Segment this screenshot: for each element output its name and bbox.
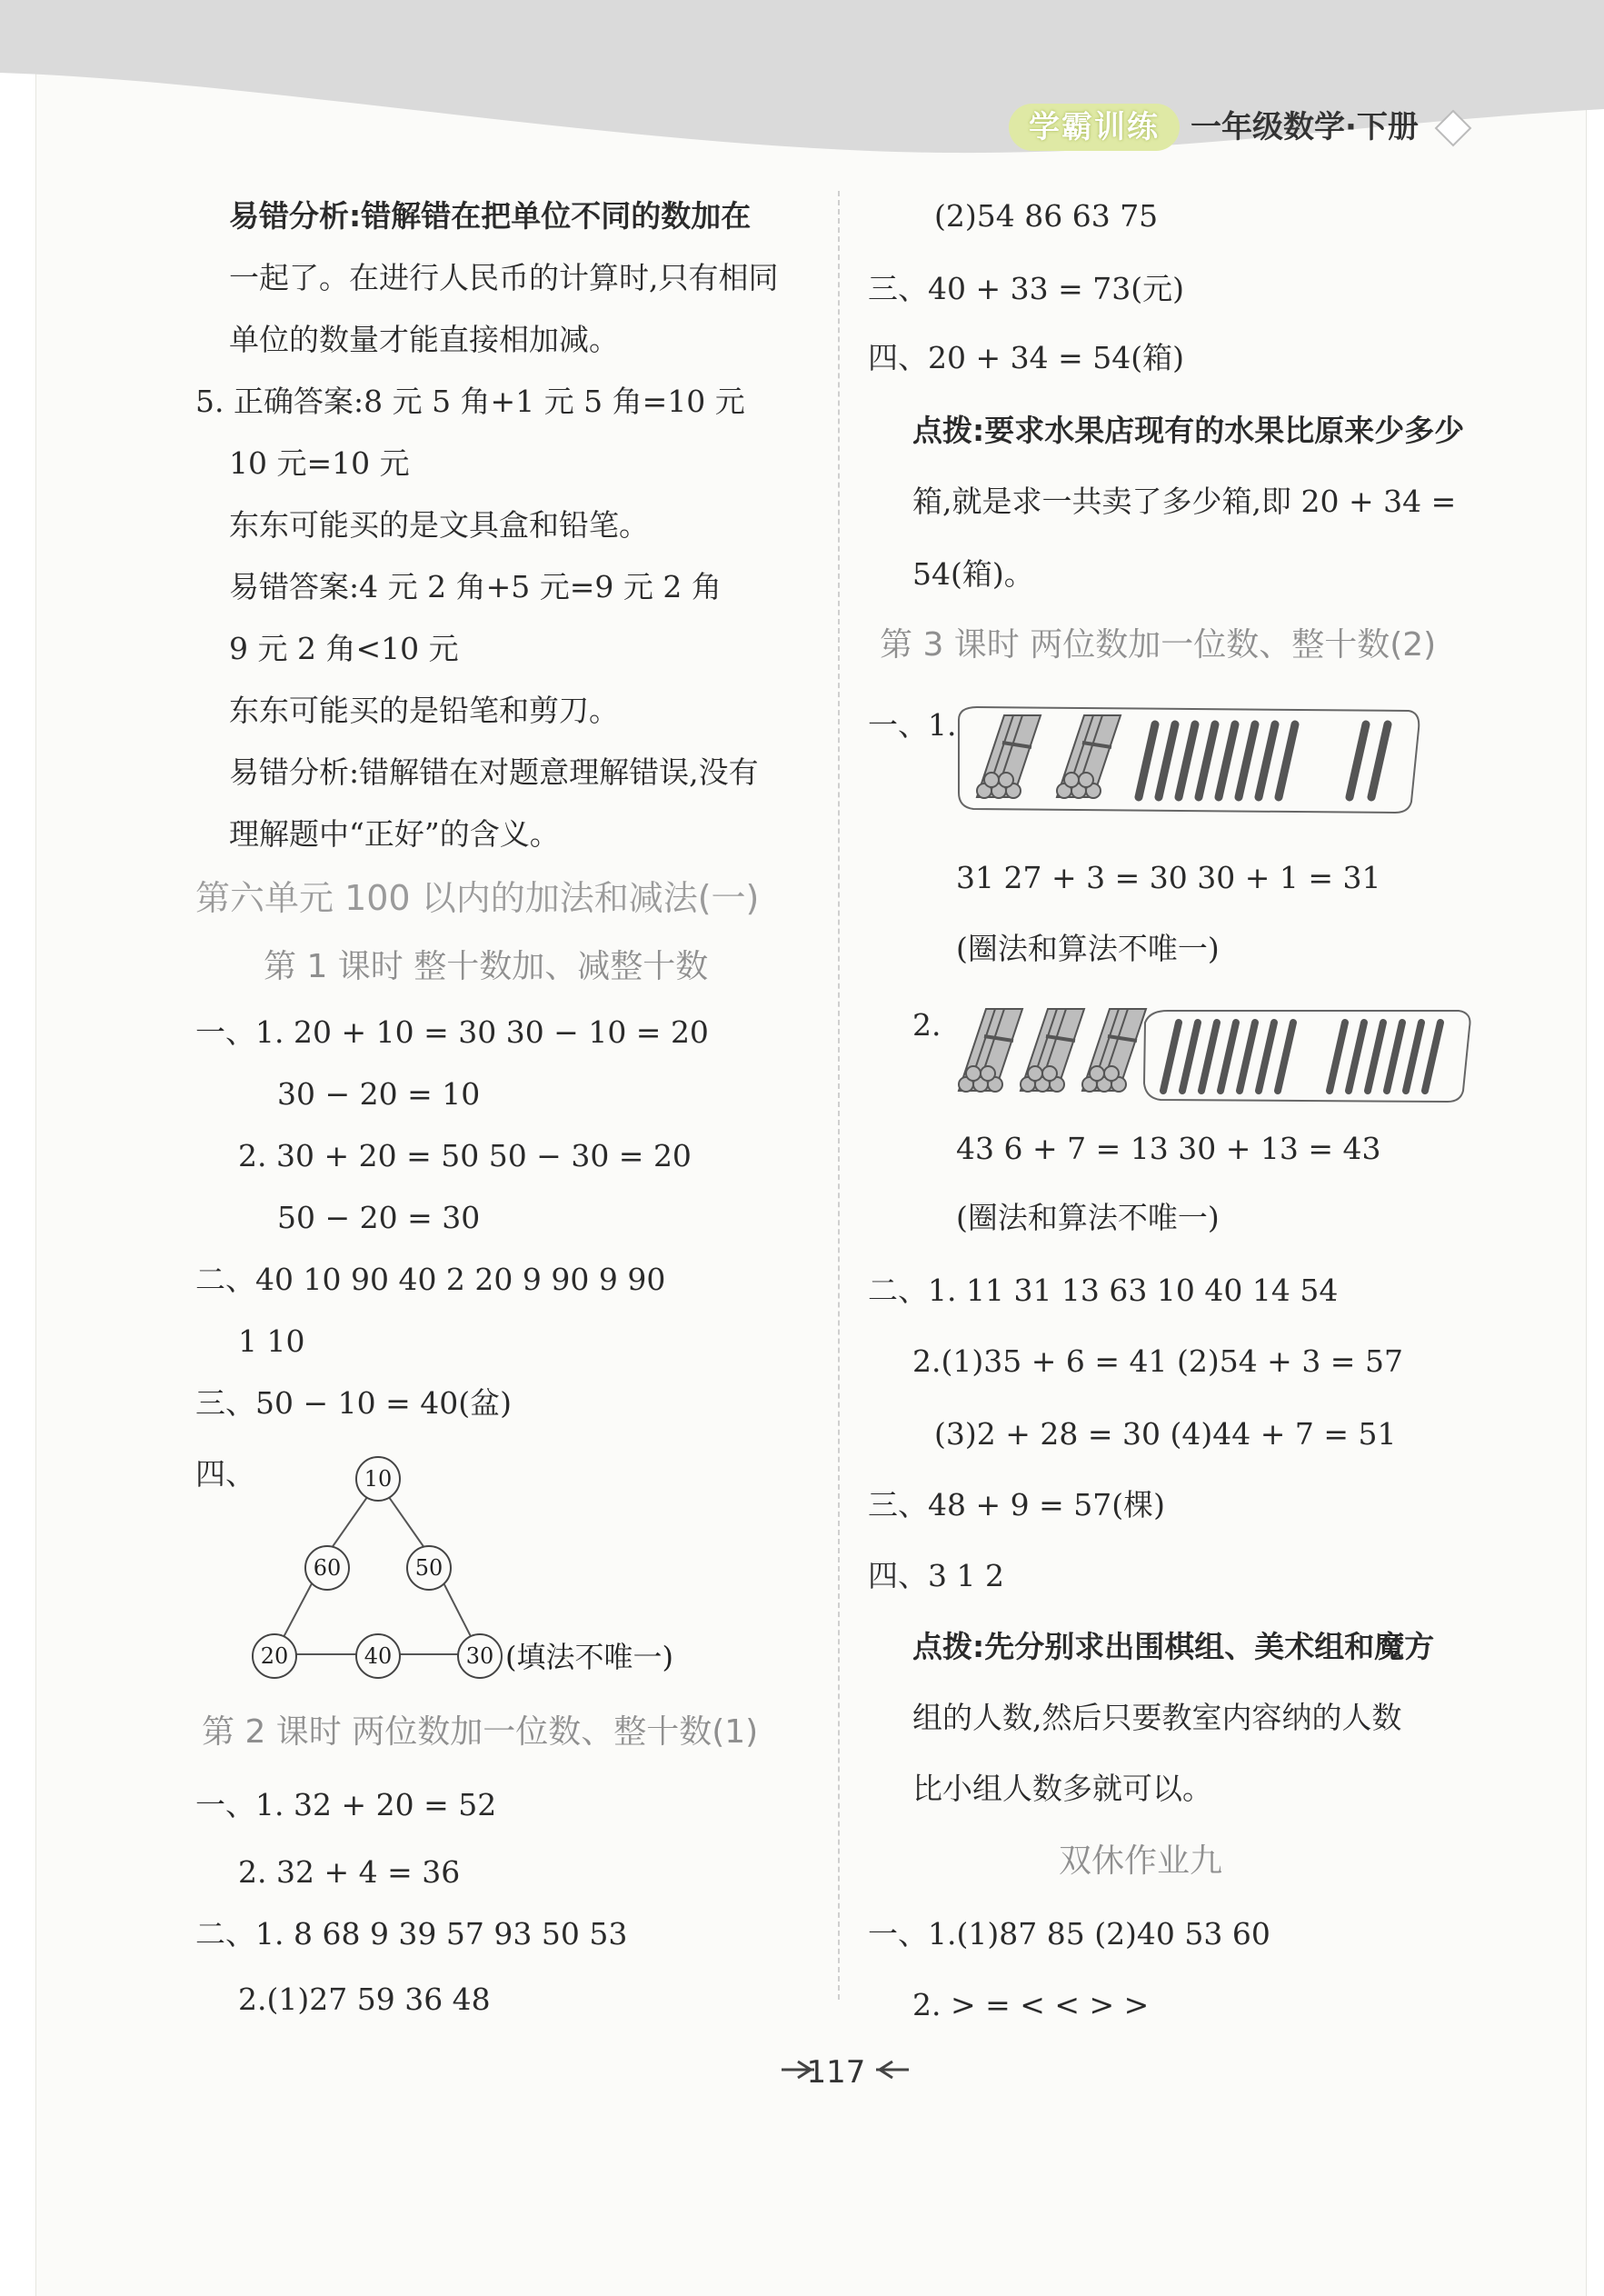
lesson-3-title: 第 3 课时 两位数加一位数、整十数(2)	[880, 626, 1437, 664]
answer-line: 二、1. 8 68 9 39 57 93 50 53	[195, 1916, 628, 1952]
hint-line: 箱,就是求一共卖了多少箱,即 20 + 34 =	[912, 484, 1457, 519]
answer-line: 2. > = < < > >	[912, 1987, 1150, 2022]
answer-line: (3)2 + 28 = 30 (4)44 + 7 = 51	[934, 1416, 1397, 1452]
answer-line: 1 10	[238, 1323, 305, 1359]
hint-line: 组的人数,然后只要教室内容纳的人数	[912, 1700, 1402, 1735]
answer-line: 43 6 + 7 = 13 30 + 13 = 43	[956, 1131, 1381, 1166]
answer-line: 二、40 10 90 40 2 20 9 90 9 90	[195, 1262, 666, 1297]
answer-line: 四、	[195, 1456, 255, 1492]
note-line: (圈法和算法不唯一)	[956, 931, 1220, 966]
lesson-1-title: 第 1 课时 整十数加、减整十数	[264, 948, 709, 985]
answer-line: 2.(1)35 + 6 = 41 (2)54 + 3 = 57	[912, 1343, 1403, 1379]
answer-line: (2)54 86 63 75	[934, 198, 1159, 234]
node-middle-right-value: 50	[414, 1555, 443, 1581]
answer-line: 一、1.(1)87 85 (2)40 53 60	[868, 1916, 1270, 1952]
page-number: 117	[806, 2054, 866, 2091]
sticks-figure-1	[950, 702, 1422, 820]
unit-title: 第六单元 100 以内的加法和减法(一)	[195, 878, 760, 918]
header-band	[0, 0, 1604, 182]
column-divider	[838, 191, 840, 2000]
answer-line: 31 27 + 3 = 30 30 + 1 = 31	[956, 860, 1381, 895]
answer-line: 30 − 20 = 10	[277, 1076, 481, 1112]
answer-line: 四、3 1 2	[868, 1558, 1004, 1593]
answer-line: 2. 32 + 4 = 36	[238, 1854, 461, 1890]
node-middle-left-value: 60	[313, 1555, 342, 1581]
answer-line: 一、1.	[868, 707, 957, 743]
answer-line: 二、1. 11 31 13 63 10 40 14 54	[868, 1273, 1339, 1308]
node-bottom-left-value: 20	[260, 1643, 289, 1669]
answer-line: 2.(1)27 59 36 48	[238, 1982, 491, 2017]
answer-line: 50 − 20 = 30	[277, 1200, 481, 1235]
left-text-10: 易错分析:错解错在对题意理解错误,没有	[229, 754, 759, 790]
weekend-homework-title: 双休作业九	[1059, 1842, 1223, 1880]
series-badge: 学霸训练	[1009, 104, 1180, 151]
answer-line: 一、1. 20 + 10 = 30 30 − 10 = 20	[195, 1014, 709, 1050]
node-bottom-right-value: 30	[465, 1643, 494, 1669]
wrong-answer-line: 易错答案:4 元 2 角+5 元=9 元 2 角	[229, 569, 722, 604]
left-text-5: 10 元=10 元	[229, 445, 410, 481]
hint-line: 比小组人数多就可以。	[912, 1771, 1212, 1806]
number-triangle-diagram	[236, 1445, 745, 1709]
fill-note: (填法不唯一)	[505, 1640, 673, 1674]
answer-line: 三、50 − 10 = 40(盆)	[195, 1385, 512, 1421]
node-bottom-middle-value: 40	[364, 1643, 393, 1669]
correct-answer-line: 5. 正确答案:8 元 5 角+1 元 5 角=10 元	[195, 384, 745, 419]
answer-line: 四、20 + 34 = 54(箱)	[868, 340, 1184, 375]
answer-line: 三、40 + 33 = 73(元)	[868, 271, 1184, 306]
answer-line: 三、48 + 9 = 57(棵)	[868, 1487, 1165, 1522]
answer-line: 一、1. 32 + 20 = 52	[195, 1787, 497, 1822]
left-text-8: 9 元 2 角<10 元	[229, 631, 459, 666]
left-text-9: 东东可能买的是铅笔和剪刀。	[229, 693, 619, 728]
answer-line: 2. 30 + 20 = 50 50 − 30 = 20	[238, 1138, 692, 1173]
sticks-figure-2	[950, 1000, 1477, 1109]
left-text-1: 易错分析:错解错在把单位不同的数加在	[229, 198, 752, 234]
hint-line: 54(箱)。	[912, 556, 1034, 592]
answer-line: 2.	[912, 1007, 941, 1043]
left-text-3: 单位的数量才能直接相加减。	[229, 322, 619, 357]
right-arrow-icon	[874, 2056, 911, 2083]
diamond-icon	[1434, 109, 1472, 147]
lesson-2-title: 第 2 课时 两位数加一位数、整十数(1)	[202, 1713, 759, 1751]
node-top-value: 10	[364, 1466, 393, 1492]
left-text-2: 一起了。在进行人民币的计算时,只有相同	[229, 260, 779, 295]
book-title: 一年级数学·下册	[1191, 109, 1419, 145]
left-text-6: 东东可能买的是文具盒和铅笔。	[229, 507, 649, 543]
note-line: (圈法和算法不唯一)	[956, 1200, 1220, 1235]
left-text-11: 理解题中“正好”的含义。	[229, 816, 560, 852]
hint-line: 点拨:先分别求出围棋组、美术组和魔方	[912, 1629, 1435, 1664]
hint-line: 点拨:要求水果店现有的水果比原来少多少	[912, 413, 1465, 448]
